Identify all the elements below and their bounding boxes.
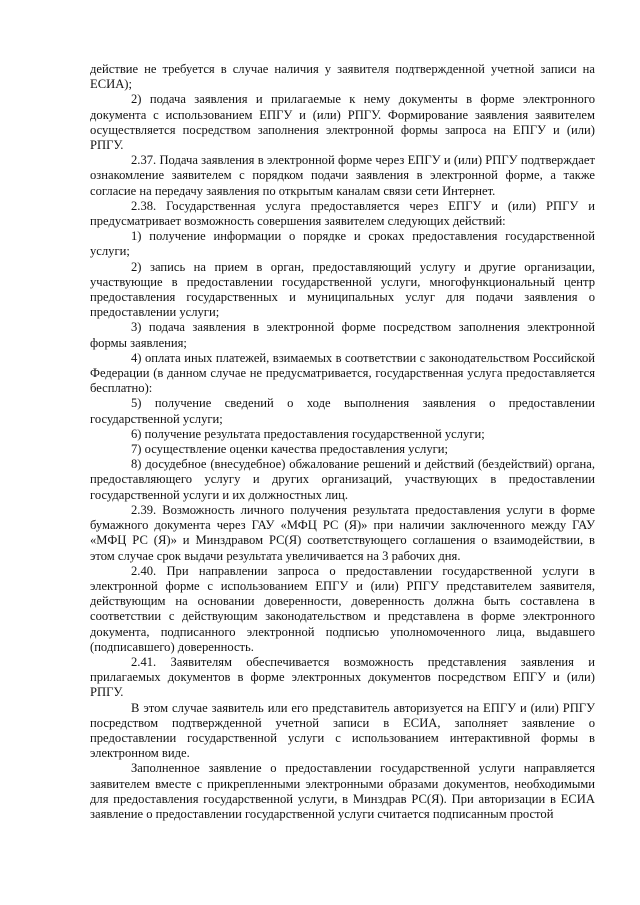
list-item: 6) получение результата предоставления государственной услуги; (131, 426, 485, 441)
paragraph: 2.41. Заявителям обеспечивается возможность представления заявления и прилагаемых документов в форме электронных документов посредством ЕПГУ и (или) РПГУ. (90, 654, 595, 700)
list-item: 8) досудебное (внесудебное) обжалование решений и действий (бездействий) органа, предоставляющего услугу и других организаций, участвующих в предоставлении государственной услуги и их должностных лиц. (90, 457, 595, 502)
list-item: 2) запись на прием в орган, предоставляющий услугу и другие организации, участвующие в предоставлении государственной услуги, многофункциональный центр предоставления государственных и муниципальных услуг для подачи заявления о предоставлении услуги; (90, 259, 595, 320)
list-item: 3) подача заявления в электронной форме посредством заполнения электронной формы заявления; (90, 320, 595, 350)
paragraph: 2.37. Подача заявления в электронной форме через ЕПГУ и (или) РПГУ подтверждает ознакомление заявителем с порядком подачи заявления в электронной форме, а также согласие на передачу заявления по открытым каналам связи сети Интернет. (90, 153, 595, 198)
list-item: 7) осуществление оценки качества предоставления услуги; (131, 442, 449, 457)
paragraph: 2.38. Государственная услуга предоставляется через ЕПГУ и (или) РПГУ и предусматривает возможность совершения заявителем следующих действий: (90, 198, 595, 229)
list-item: 4) оплата иных платежей, взимаемых в соответствии с законодательством Российской Федерации (в данном случае не предусматривается, государственная услуга предоставляется бесплатно): (90, 350, 595, 396)
paragraph: действие не требуется в случае наличия у заявителя подтвержденной учетной записи на ЕСИА); (90, 62, 595, 92)
document-page (90, 62, 595, 822)
paragraph: 2) подача заявления и прилагаемые к нему документы в форме электронного документа с использованием ЕПГУ и (или) РПГУ. Формирование заявления заявителем осуществляется посредством заполнения электронной формы запроса на ЕПГУ и (или) РПГУ. (90, 92, 595, 153)
list-item: 5) получение сведений о ходе выполнения заявления о предоставлении государственной услуги; (90, 396, 595, 426)
list-item: 1) получение информации о порядке и сроках предоставления государственной услуги; (90, 229, 595, 259)
paragraph: Заполненное заявление о предоставлении государственной услуги направляется заявителем вместе с прикрепленными электронными образами документов, необходимыми для предоставления государственной услуги, в Минздрав РС(Я). При авторизации в ЕСИА заявление о предоставлении государственной услуги считается подписанным простой (90, 761, 595, 821)
paragraph: 2.39. Возможность личного получения результата предоставления услуги в форме бумажного документа через ГАУ «МФЦ РС (Я)» при наличии заключенного между ГАУ «МФЦ РС (Я)» и Минздравом РС(Я) соответствующего соглашения о взаимодействии, в этом случае срок выдачи результата увеличивается на 3 рабочих дня. (90, 502, 595, 563)
paragraph: В этом случае заявитель или его представитель авторизуется на ЕПГУ и (или) РПГУ посредством подтвержденной учетной записи в ЕСИА, заполняет заявление о предоставлении государственной услуги с использованием интерактивной формы в электронном виде. (90, 700, 595, 761)
paragraph: 2.40. При направлении запроса о предоставлении государственной услуги в электронной форме с использованием ЕПГУ и (или) РПГУ представителем заявителя, действующим на основании доверенности, доверенность должна быть составлена в соответствии с действующим законодательством и представлена в форме электронного документа, подписанного электронной подписью уполномоченного лица, выдавшего (подписавшего) доверенность. (90, 563, 595, 654)
